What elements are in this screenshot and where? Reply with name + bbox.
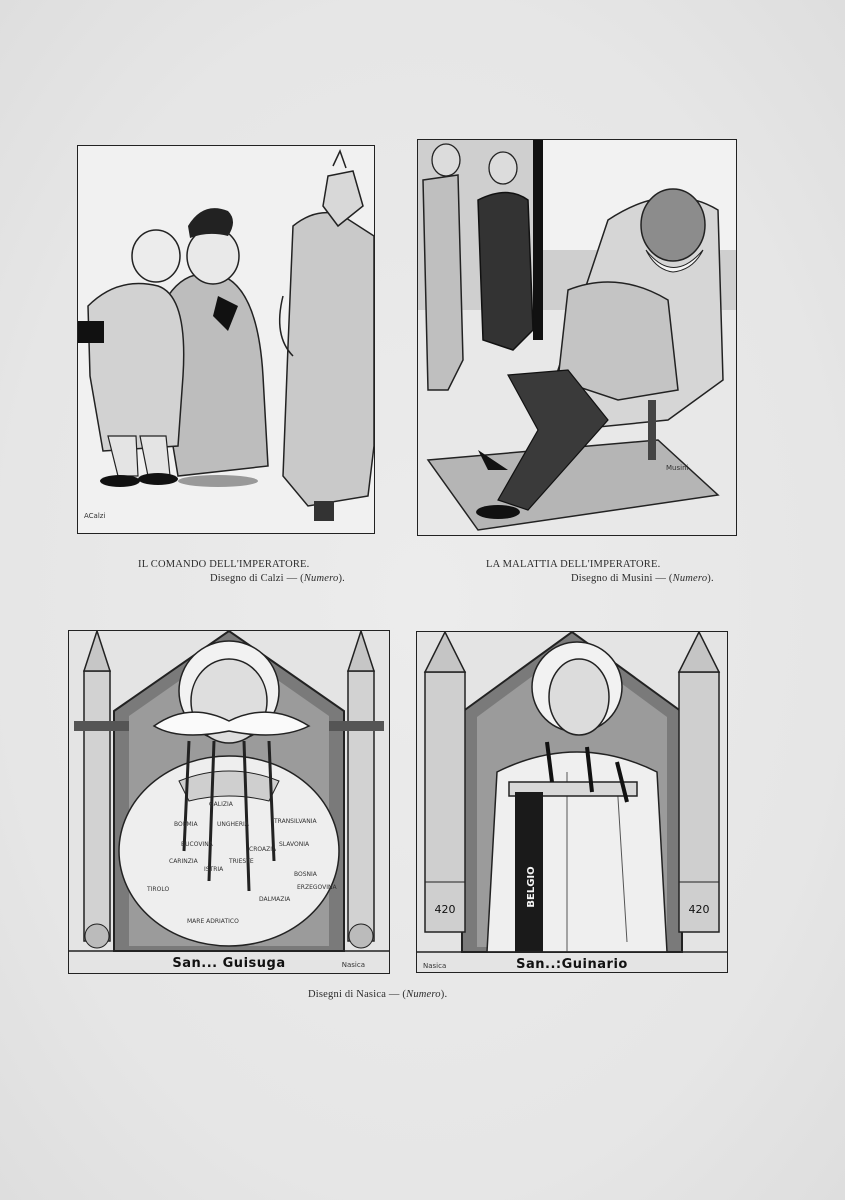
cartoon-san-guinario [417,632,727,972]
caption-title: LA MALATTIA DELL'IMPERATORE. [486,559,661,570]
plate-label-guinario: San..:Guinario [516,957,628,972]
caption-calzi [138,558,378,586]
signature-nasica: Nasica [341,961,365,969]
cartoon-sick-emperor [418,140,736,535]
cartoon-san-guisuga [69,631,389,973]
shell-number-left: 420 [434,903,456,916]
illustration-nasica-guinario [416,631,728,973]
svg-text:GALIZIA: GALIZIA [209,801,233,808]
svg-text:TIROLO: TIROLO [147,886,170,893]
svg-text:MARE ADRIATICO: MARE ADRIATICO [187,918,239,925]
svg-text:SLAVONIA: SLAVONIA [279,841,310,848]
svg-text:CARINZIA: CARINZIA [169,858,198,865]
svg-text:DALMAZIA: DALMAZIA [259,896,291,903]
svg-text:TRANSILVANIA: TRANSILVANIA [274,818,317,825]
signature-calzi: ACalzi [84,512,106,520]
cartoon-old-couple-officer [78,146,374,533]
svg-text:UNGHERIA: UNGHERIA [217,821,249,828]
illustration-calzi [77,145,375,534]
caption-credit: Disegno di Calzi — (Numero). [210,573,346,584]
signature-nasica: Nasica [423,962,447,970]
footer-caption: Disegni di Nasica — (Numero). [308,989,448,1000]
plate-label-guisuga: San... Guisuga [172,956,286,971]
illustration-musini [417,139,737,536]
svg-text:CROAZIA: CROAZIA [249,846,277,853]
illustration-nasica-guisuga [68,630,390,974]
svg-text:ERZEGOVINA: ERZEGOVINA [297,884,337,891]
svg-text:TRIESTE: TRIESTE [229,858,254,865]
svg-text:BUCOVINA: BUCOVINA [181,841,213,848]
signature-musini: Musini [666,464,689,472]
caption-credit: Disegno di Musini — (Numero). [571,573,714,584]
svg-text:BOSNIA: BOSNIA [294,871,317,878]
svg-text:BOEMIA: BOEMIA [174,821,198,828]
svg-text:ISTRIA: ISTRIA [204,866,224,873]
sword-inscription: BELGIO [526,866,537,908]
caption-musini [486,558,736,586]
caption-title: IL COMANDO DELL'IMPERATORE. [138,559,310,570]
shell-number-right: 420 [688,903,710,916]
